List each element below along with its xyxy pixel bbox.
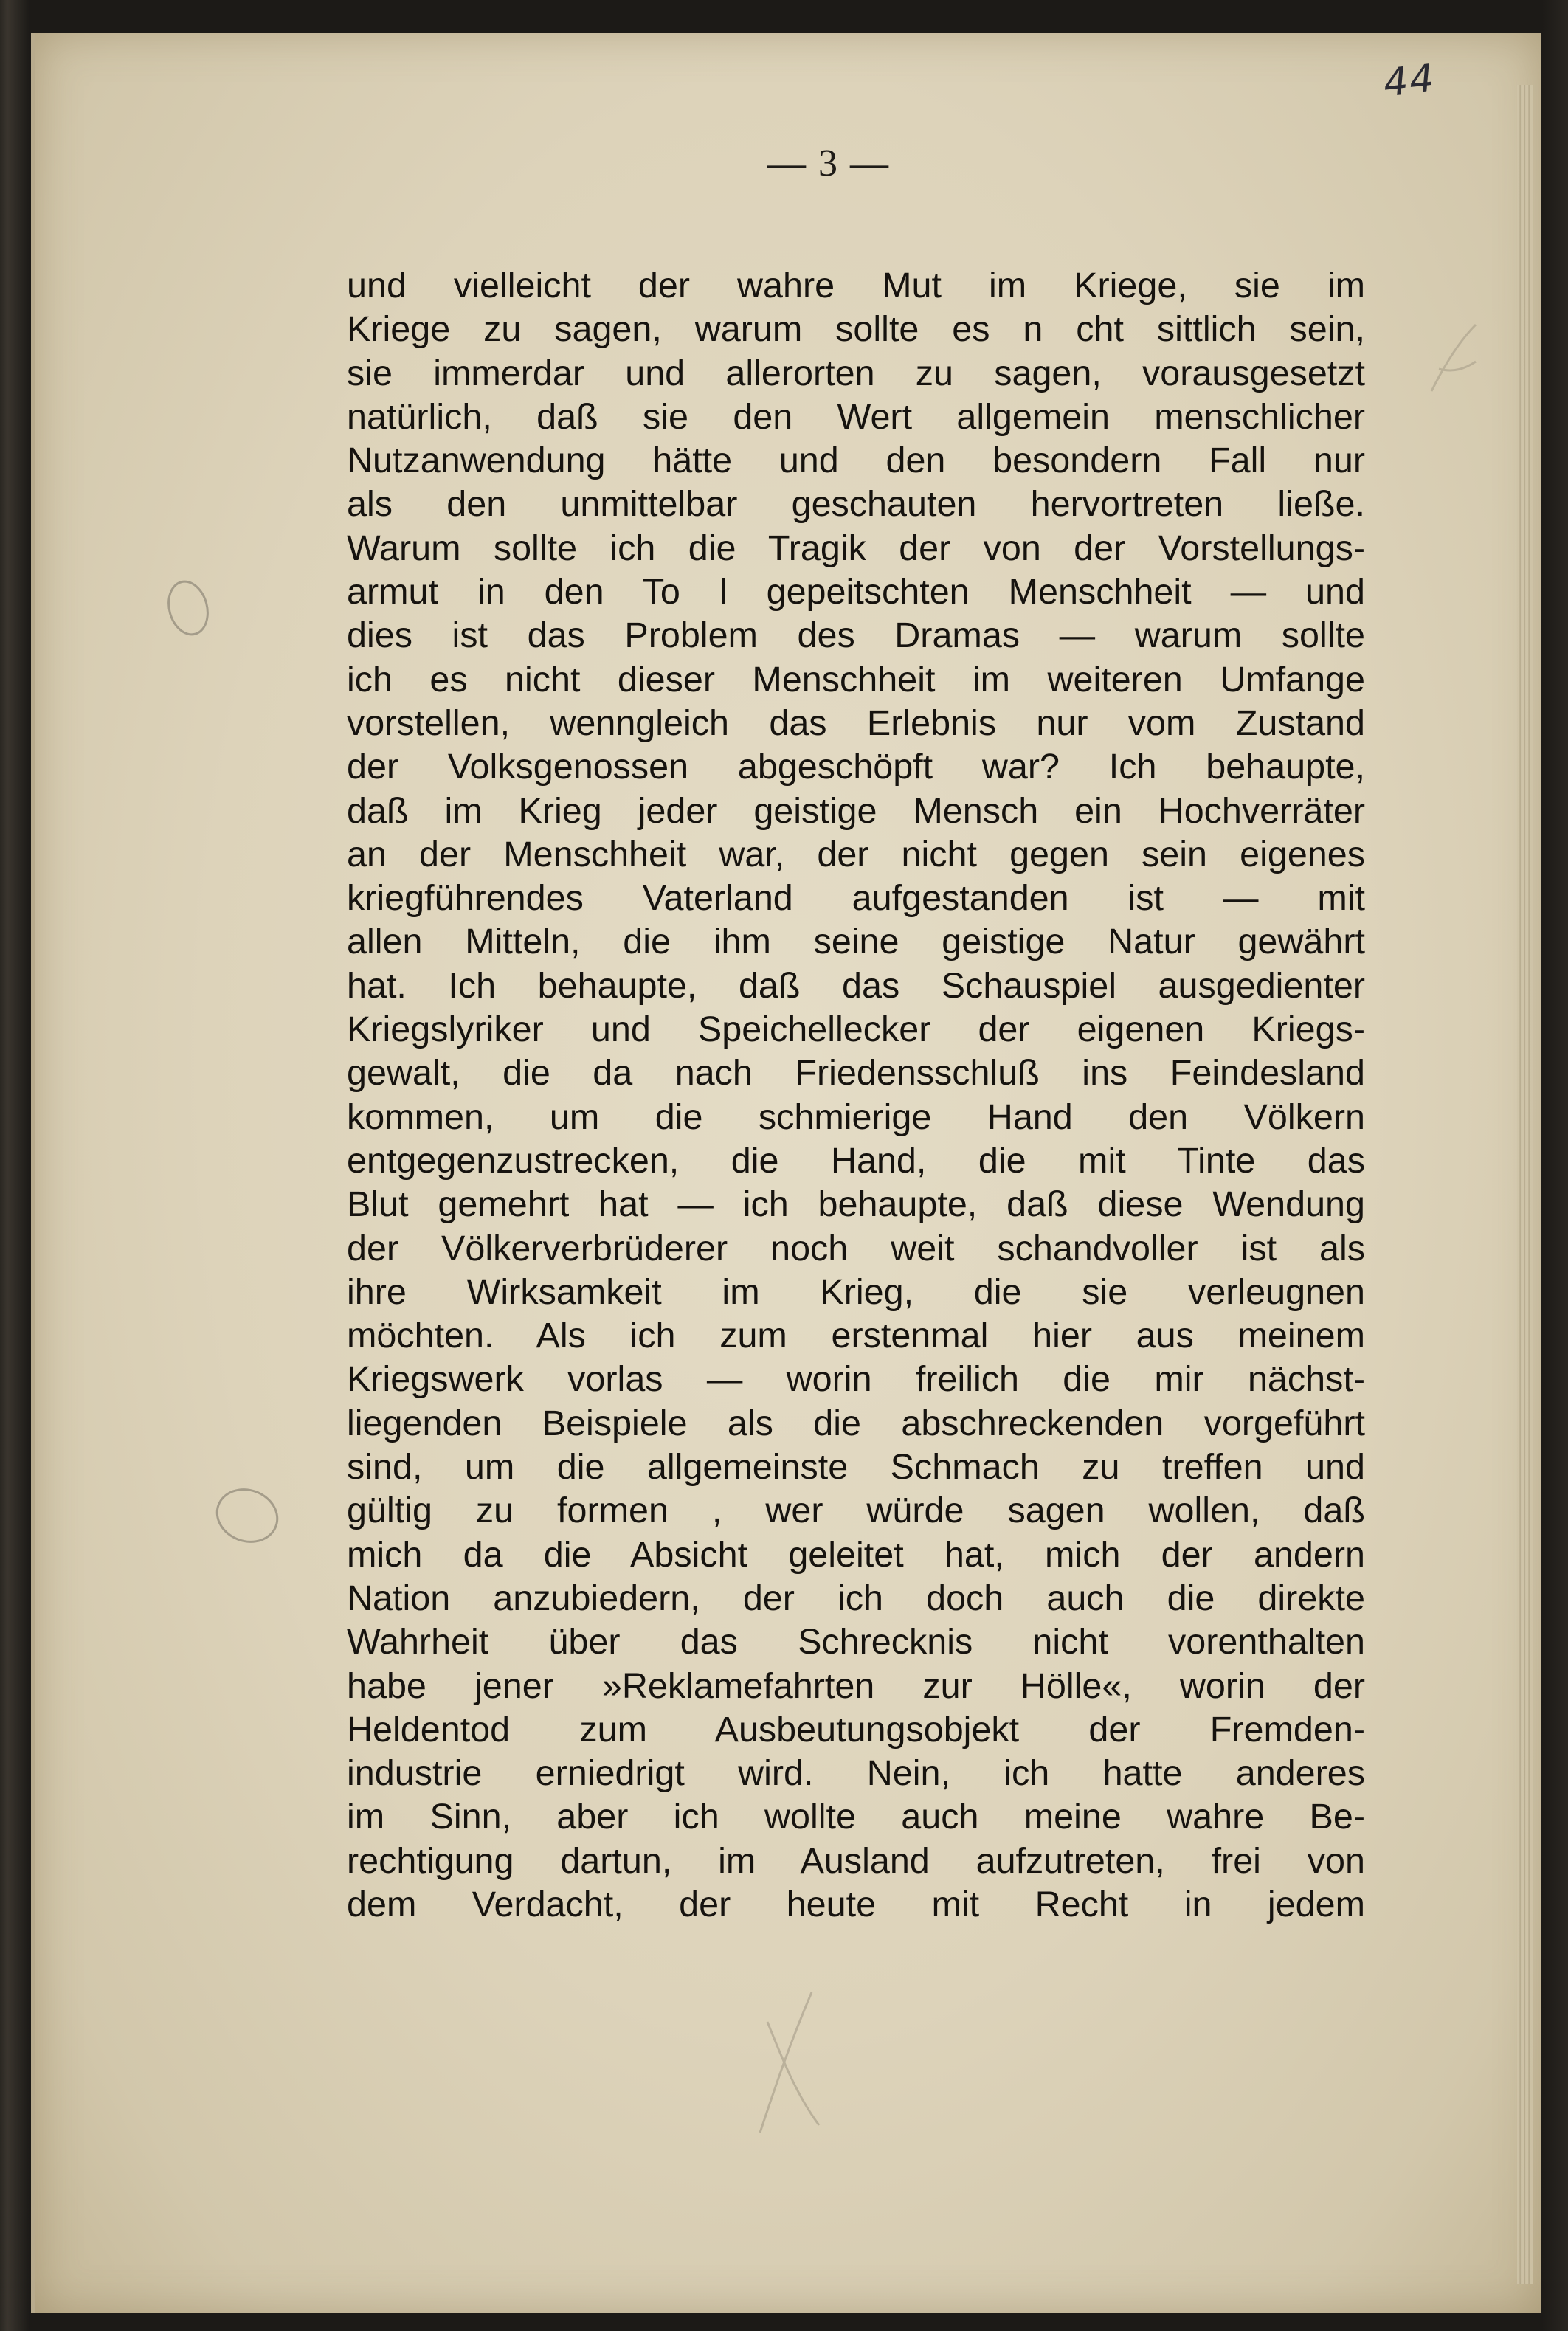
text-line: dem Verdacht, der heute mit Recht in jedem (347, 1884, 1365, 1924)
text-line: rechtigung dartun, im Ausland aufzutreten, frei von (347, 1840, 1365, 1881)
text-line: allen Mitteln, die ihm seine geistige Natur gewährt (347, 922, 1365, 962)
body-text (347, 264, 1365, 1927)
text-line: kommen, um die schmierige Hand den Völkern (347, 1097, 1365, 1137)
text-line: armut in den To l gepeitschten Menschheit — und (347, 572, 1365, 612)
text-line: entgegenzustrecken, die Hand, die mit Tinte das (347, 1140, 1365, 1181)
text-line: der Volksgenossen abgeschöpft war? Ich behaupte, (347, 747, 1365, 787)
text-line: an der Menschheit war, der nicht gegen sein eigenes (347, 834, 1365, 874)
handwritten-folio-number: 44 (1381, 56, 1438, 106)
text-line: vorstellen, wenngleich das Erlebnis nur vom Zustand (347, 702, 1365, 743)
page-stack-edges (1517, 85, 1533, 2284)
text-line: Kriegslyriker und Speichellecker der eigenen Kriegs- (347, 1009, 1365, 1050)
page-number: — 3 — (767, 142, 890, 184)
text-line: Nation anzubiedern, der ich doch auch die direkte (347, 1578, 1365, 1618)
text-line: Blut gemehrt hat — ich behaupte, daß diese Wendung (347, 1184, 1365, 1225)
text-line: gewalt, die da nach Friedensschluß ins Feindesland (347, 1053, 1365, 1094)
text-line: Wahrheit über das Schrecknis nicht vorenthalten (347, 1622, 1365, 1662)
text-line: kriegführendes Vaterland aufgestanden ist — mit (347, 878, 1365, 919)
text-line: im Sinn, aber ich wollte auch meine wahre Be- (347, 1797, 1365, 1837)
text-line: daß im Krieg jeder geistige Mensch ein Hochverräter (347, 790, 1365, 831)
text-line: ich es nicht dieser Menschheit im weiteren Umfange (347, 659, 1365, 700)
text-line: der Völkerverbrüderer noch weit schandvoller ist als (347, 1228, 1365, 1268)
text-line: Heldentod zum Ausbeutungsobjekt der Fremden- (347, 1709, 1365, 1750)
text-line: sind, um die allgemeinste Schmach zu treffen und (347, 1447, 1365, 1488)
text-line: habe jener »Reklamefahrten zur Hölle«, worin der (347, 1665, 1365, 1706)
text-line: Kriegswerk vorlas — worin freilich die mir nächst- (347, 1359, 1365, 1400)
text-line: Nutzanwendung hätte und den besondern Fall nur (347, 441, 1365, 481)
text-line: mich da die Absicht geleitet hat, mich der andern (347, 1534, 1365, 1575)
pencil-scribble-mark (745, 1978, 834, 2140)
text-line: industrie erniedrigt wird. Nein, ich hatte anderes (347, 1753, 1365, 1794)
text-line: natürlich, daß sie den Wert allgemein menschlicher (347, 396, 1365, 437)
text-line: möchten. Als ich zum erstenmal hier aus meinem (347, 1316, 1365, 1356)
text-line: und vielleicht der wahre Mut im Kriege, sie im (347, 266, 1365, 305)
text-line: Warum sollte ich die Tragik der von der Vorstellungs- (347, 528, 1365, 568)
text-line: als den unmittelbar geschauten hervortreten ließe. (347, 484, 1365, 525)
text-line: Kriege zu sagen, warum sollte es n cht sittlich sein, (347, 309, 1365, 350)
pencil-scribble-mark (1424, 317, 1483, 406)
text-line: gültig zu formen , wer würde sagen wollen, daß (347, 1491, 1365, 1531)
text-line: sie immerdar und allerorten zu sagen, vorausgesetzt (347, 353, 1365, 393)
text-line: dies ist das Problem des Dramas — warum sollte (347, 615, 1365, 656)
text-line: liegenden Beispiele als die abschreckenden vorgeführt (347, 1403, 1365, 1443)
text-line: hat. Ich behaupte, daß das Schauspiel ausgedienter (347, 965, 1365, 1006)
text-line: ihre Wirksamkeit im Krieg, die sie verleugnen (347, 1271, 1365, 1312)
